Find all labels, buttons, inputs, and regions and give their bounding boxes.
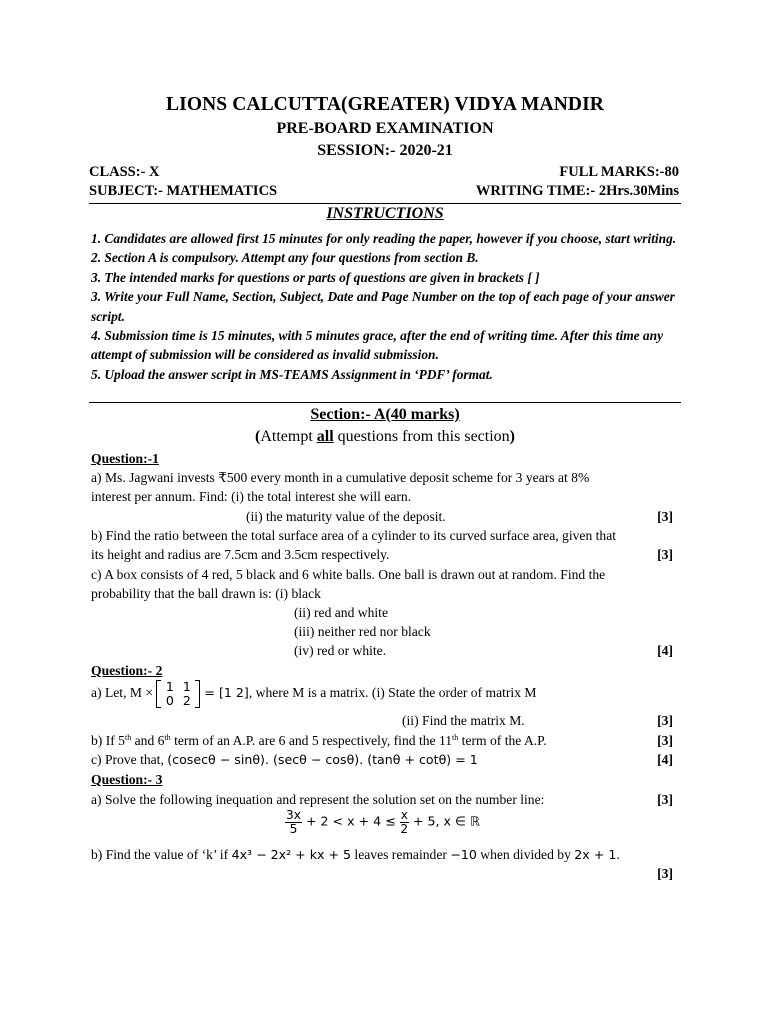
q2c-text: c) Prove that, xyxy=(91,752,168,767)
q3b-text: when divided by xyxy=(476,847,575,862)
q1b-marks: [3] xyxy=(657,547,673,562)
q2a-rhs: = [1 2] xyxy=(200,685,249,701)
question-3-heading: Question:- 3 xyxy=(91,772,163,787)
q3b-text: b) Find the value of ‘k’ if xyxy=(91,847,232,862)
q1a-marks: [3] xyxy=(657,509,673,524)
writing-time-label: WRITING TIME:- 2Hrs.30Mins xyxy=(475,183,679,199)
superscript: th xyxy=(164,733,171,742)
q2b-text: term of an A.P. are 6 and 5 respectively, find the 11 xyxy=(170,733,453,748)
school-name: LIONS CALCUTTA(GREATER) VIDYA MANDIR xyxy=(166,94,604,115)
q2a-marks: [3] xyxy=(657,713,673,728)
q1b-line-1: b) Find the ratio between the total surface area of a cylinder to its curved surface area, given that xyxy=(91,528,617,543)
session-label: SESSION:- 2020-21 xyxy=(317,142,453,159)
instructions-divider xyxy=(89,402,681,403)
q1c-option-3: (iii) neither red nor black xyxy=(294,624,431,639)
all-text: all xyxy=(316,428,334,445)
q2a-prefix: a) Let, M × xyxy=(91,685,157,701)
fraction xyxy=(400,809,409,836)
q2a-line-1 xyxy=(91,680,681,708)
numerator: 3x xyxy=(286,808,301,822)
fraction xyxy=(285,809,302,836)
q2a-line-2: (ii) Find the matrix M. xyxy=(402,713,525,728)
q3b-text: leaves remainder xyxy=(351,847,451,862)
q1c-line-2: probability that the ball drawn is: (i) black xyxy=(91,586,321,601)
instructions-heading: INSTRUCTIONS xyxy=(326,205,444,222)
q1c-option-2: (ii) red and white xyxy=(294,605,388,620)
matrix-cell: 1 xyxy=(182,679,191,694)
instruction-item: 3. The intended marks for questions or parts of questions are given in brackets [ ] xyxy=(91,269,540,285)
paren-open: ( xyxy=(255,428,261,445)
attempt-text: Attempt xyxy=(260,428,317,445)
section-a-subheading xyxy=(89,428,681,446)
polynomial: 4x³ − 2x² + kx + 5 xyxy=(231,847,352,862)
q1a-line-3: (ii) the maturity value of the deposit. xyxy=(246,509,446,524)
questions-text: questions from this section xyxy=(333,428,510,445)
q2c-expression: (cosecθ − sinθ). (secθ − cosθ). (tanθ + cotθ) = 1 xyxy=(167,752,478,767)
denominator: 2 xyxy=(400,822,409,836)
instructions-list xyxy=(91,229,679,384)
instruction-item: 4. Submission time is 15 minutes, with 5 minutes grace, after the end of writing time. After this time any attempt of submission will be considered as invalid submission. xyxy=(91,328,664,363)
header-divider xyxy=(89,203,681,204)
q1a-line-2: interest per annum. Find: (i) the total interest she will earn. xyxy=(91,489,412,504)
class-label: CLASS:- X xyxy=(89,164,160,180)
q3b-marks: [3] xyxy=(657,866,673,881)
exam-title: PRE-BOARD EXAMINATION xyxy=(276,120,494,137)
question-1-heading: Question:-1 xyxy=(91,451,159,466)
q2b-text: term of the A.P. xyxy=(458,733,547,748)
q2b-text: b) If 5 xyxy=(91,733,125,748)
inequation-end: + 5, x ∈ ℝ xyxy=(408,813,480,829)
q1b-line-2: its height and radius are 7.5cm and 3.5cm respectively. xyxy=(91,547,390,562)
q1c-line-1: c) A box consists of 4 red, 5 black and 6 white balls. One ball is drawn out at random. Find the xyxy=(91,567,606,582)
q2b-marks: [3] xyxy=(657,733,673,748)
instruction-item: 3. Write your Full Name, Section, Subject, Date and Page Number on the top of each page of your answer script. xyxy=(91,289,675,324)
question-2-heading: Question:- 2 xyxy=(91,663,163,678)
q3a-inequation xyxy=(285,809,768,836)
matrix-cell: 2 xyxy=(182,693,191,708)
q2a-suffix: , where M is a matrix. (i) State the order of matrix M xyxy=(248,685,537,701)
q2c-marks: [4] xyxy=(657,752,673,767)
instruction-item: 1. Candidates are allowed first 15 minutes for only reading the paper, however if you choose, start writing. xyxy=(91,231,677,246)
matrix-a xyxy=(156,680,200,708)
q3a-line-1: a) Solve the following inequation and represent the solution set on the number line: xyxy=(91,792,545,807)
section-a-heading: Section:- A(40 marks) xyxy=(310,406,460,423)
q1c-option-4: (iv) red or white. xyxy=(294,643,387,658)
denominator: 5 xyxy=(289,822,298,836)
q3b-line xyxy=(91,847,681,863)
q1a-line-1: a) Ms. Jagwani invests ₹500 every month in a cumulative deposit scheme for 3 years at 8% xyxy=(91,470,590,485)
full-marks-label: FULL MARKS:-80 xyxy=(559,164,679,180)
q2b-text: and 6 xyxy=(131,733,165,748)
matrix-cell: 1 xyxy=(165,679,174,694)
instruction-item: 5. Upload the answer script in MS-TEAMS Assignment in ‘PDF’ format. xyxy=(91,366,493,382)
inequation-middle: + 2 < x + 4 ≤ xyxy=(301,813,400,829)
numerator: x xyxy=(400,808,408,822)
q2b-line xyxy=(91,733,681,749)
subject-label: SUBJECT:- MATHEMATICS xyxy=(89,183,278,199)
paren-close: ) xyxy=(509,428,515,445)
q2c-line xyxy=(91,752,681,768)
q3b-text: . xyxy=(616,847,620,862)
matrix-cell: 0 xyxy=(165,693,174,708)
divisor: 2x + 1 xyxy=(574,847,617,862)
superscript: th xyxy=(124,733,132,742)
superscript: th xyxy=(452,733,459,742)
q3a-marks: [3] xyxy=(657,792,673,807)
q1c-marks: [4] xyxy=(657,643,673,658)
instruction-item: 2. Section A is compulsory. Attempt any four questions from section B. xyxy=(91,250,479,266)
remainder: −10 xyxy=(450,847,477,862)
